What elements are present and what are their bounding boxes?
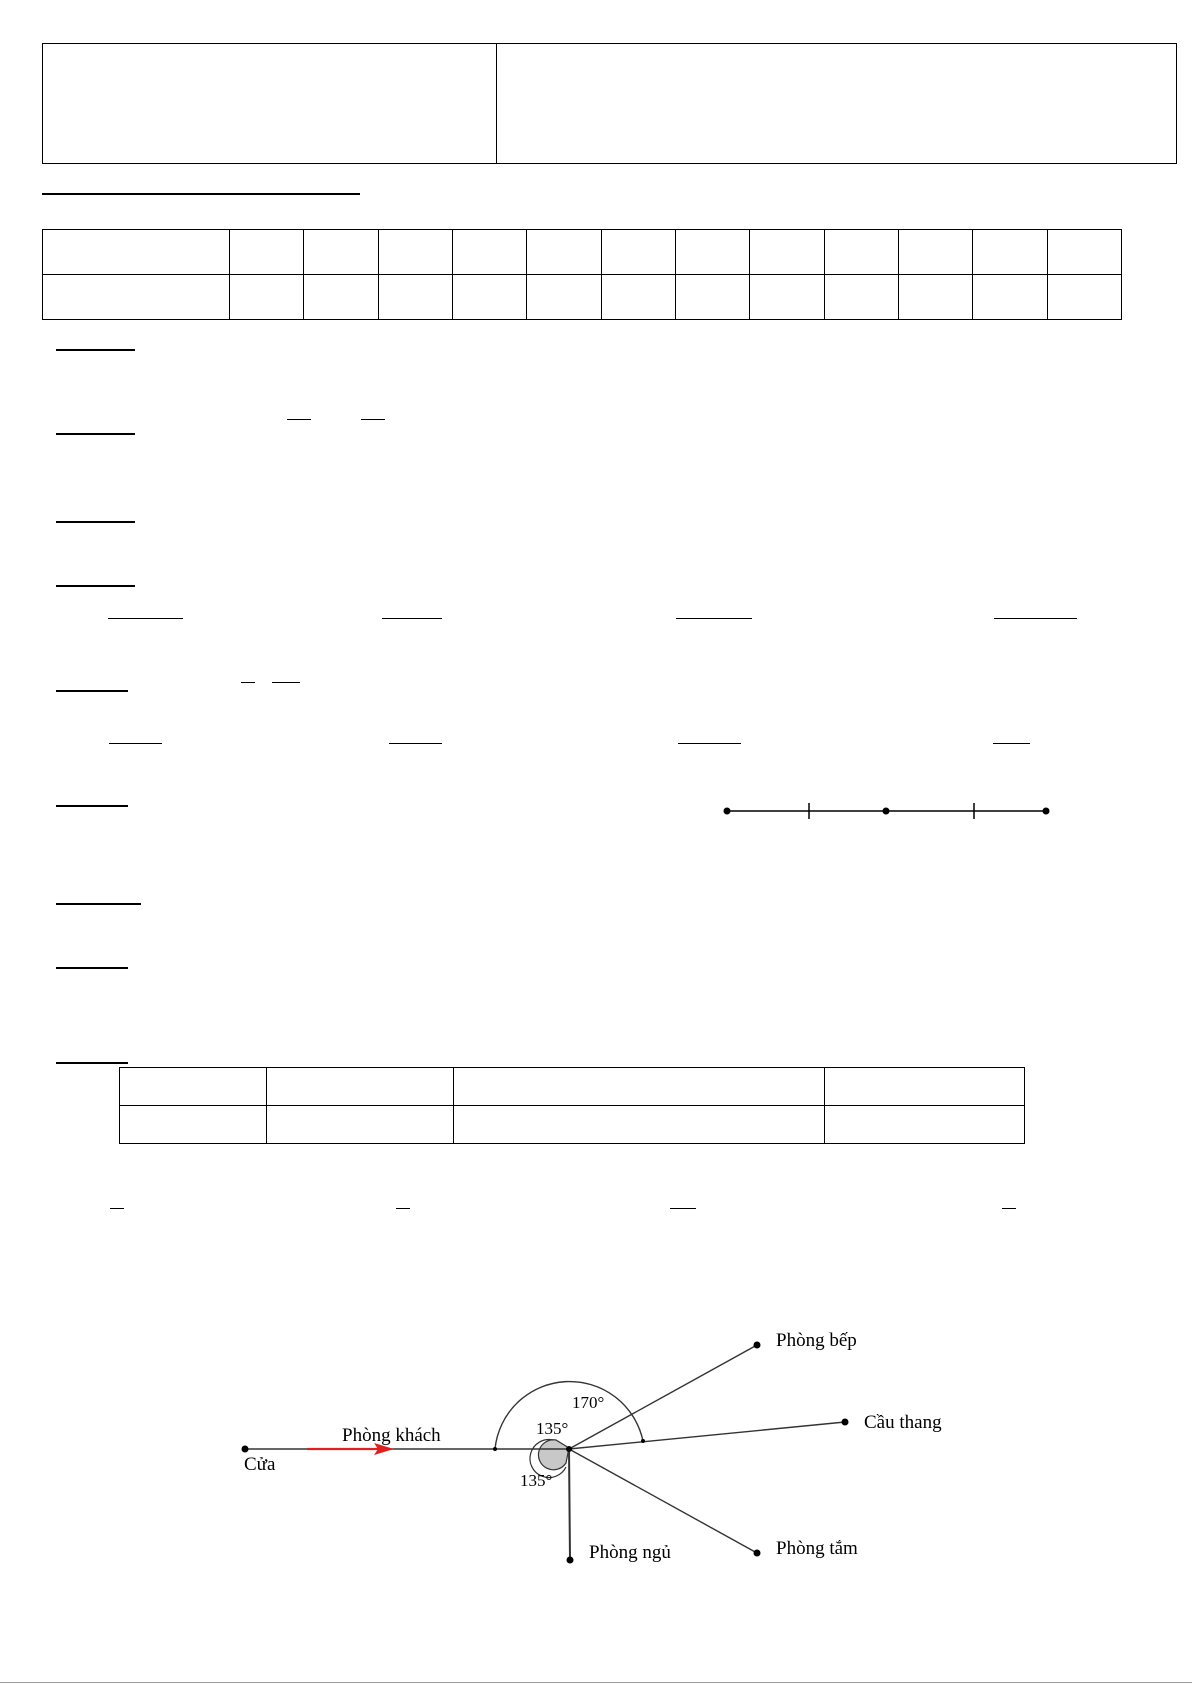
bedroom-point bbox=[567, 1557, 574, 1564]
stairs-label: Cầu thang bbox=[864, 1412, 942, 1433]
bathroom-ray bbox=[569, 1449, 757, 1553]
living-room-label: Phòng khách bbox=[342, 1425, 441, 1446]
center-point bbox=[566, 1446, 572, 1452]
arc-end-point bbox=[493, 1447, 497, 1451]
kitchen-point bbox=[754, 1342, 761, 1349]
page-bottom-rule bbox=[0, 1682, 1192, 1683]
door-point bbox=[242, 1446, 249, 1453]
stairs-point bbox=[842, 1419, 849, 1426]
angle-135-lower-label: 135° bbox=[520, 1471, 553, 1490]
angle-arc-170 bbox=[495, 1382, 643, 1449]
bedroom-label: Phòng ngủ bbox=[589, 1542, 671, 1563]
angle-170-label: 170° bbox=[572, 1393, 605, 1412]
bedroom-ray bbox=[569, 1449, 570, 1560]
door-label: Cửa bbox=[244, 1454, 276, 1475]
kitchen-label: Phòng bếp bbox=[776, 1330, 857, 1351]
bathroom-label: Phòng tắm bbox=[776, 1538, 858, 1559]
arc-end-point bbox=[641, 1439, 645, 1443]
bathroom-point bbox=[754, 1550, 761, 1557]
angle-135-inner-label: 135° bbox=[536, 1419, 569, 1438]
